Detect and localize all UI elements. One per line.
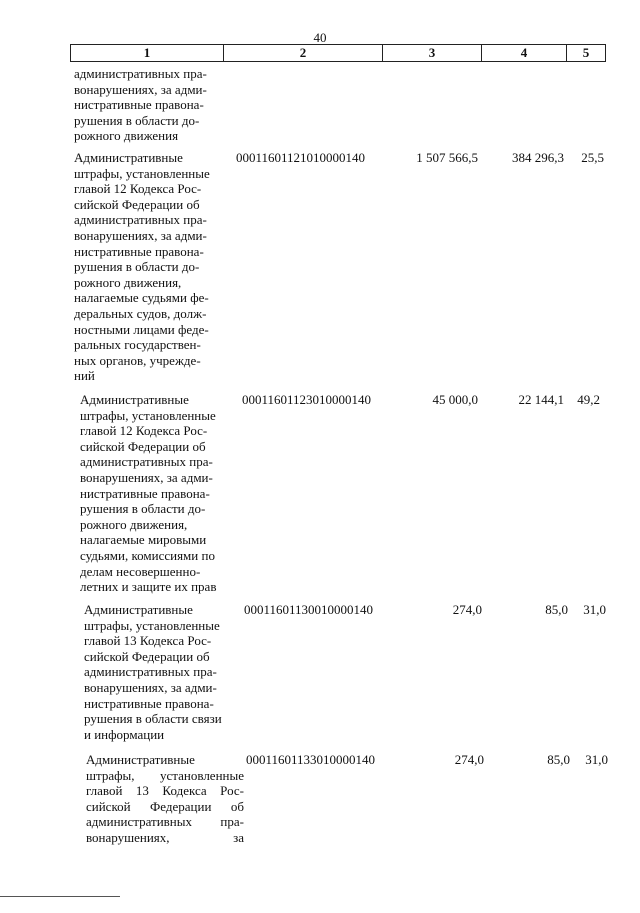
row-code: 00011601121010000140 [236,150,366,165]
row-value-4: 22 144,1 [518,392,564,407]
row-value-4: 85,0 [545,602,568,617]
row-description: Административные штрафы, установленные главой 12 Кодекса Рос- сийской Федерации об административных пра- вонарушениях, за адми- нистративные правона- рушения в области до- рожного движения, налагаемые судьями фе- деральных судов, долж- ностными лицами феде- ральных государствен- ных органов, учрежде- ний [74,150,210,384]
footer-divider [0,896,120,897]
continuation-text: административных пра- вонарушениях, за адми- нистративные правона- рушения в области до- рожного движения [74,66,207,144]
row-value-3: 1 507 566,5 [416,150,478,165]
row-value-5: 31,0 [583,602,606,617]
row-code: 00011601130010000140 [244,602,374,617]
header-col-5: 5 [567,45,606,62]
row-value-3: 274,0 [454,752,484,767]
row-value-3: 274,0 [452,602,482,617]
header-col-4: 4 [482,45,567,62]
row-description: Административные штрафы, установленные главой 13 Кодекса Рос- сийской Федерации об административных пра- вонарушениях, за адми- нистративные правона- рушения в области связи и информации [84,602,222,742]
page-number: 40 [313,30,327,45]
header-col-2: 2 [224,45,383,62]
row-value-4: 384 296,3 [512,150,564,165]
row-value-4: 85,0 [547,752,570,767]
row-value-5: 25,5 [581,150,604,165]
table-header [70,44,606,62]
row-description: Административные штрафы, установленные главой 13 Кодекса Рос- сийской Федерации об административных пра- вонарушениях, за [86,752,244,845]
row-value-5: 31,0 [585,752,608,767]
row-value-3: 45 000,0 [432,392,478,407]
row-description: Административные штрафы, установленные главой 12 Кодекса Рос- сийской Федерации об административных пра- вонарушениях, за адми- нистративные правона- рушения в области до- рожного движения, налагаемые мировыми судьями, комиссиями по делам несовершенно- летних и защите их прав [80,392,217,595]
row-value-5: 49,2 [577,392,600,407]
row-code: 00011601133010000140 [246,752,376,767]
header-col-3: 3 [383,45,482,62]
row-code: 00011601123010000140 [242,392,372,407]
header-col-1: 1 [71,45,224,62]
